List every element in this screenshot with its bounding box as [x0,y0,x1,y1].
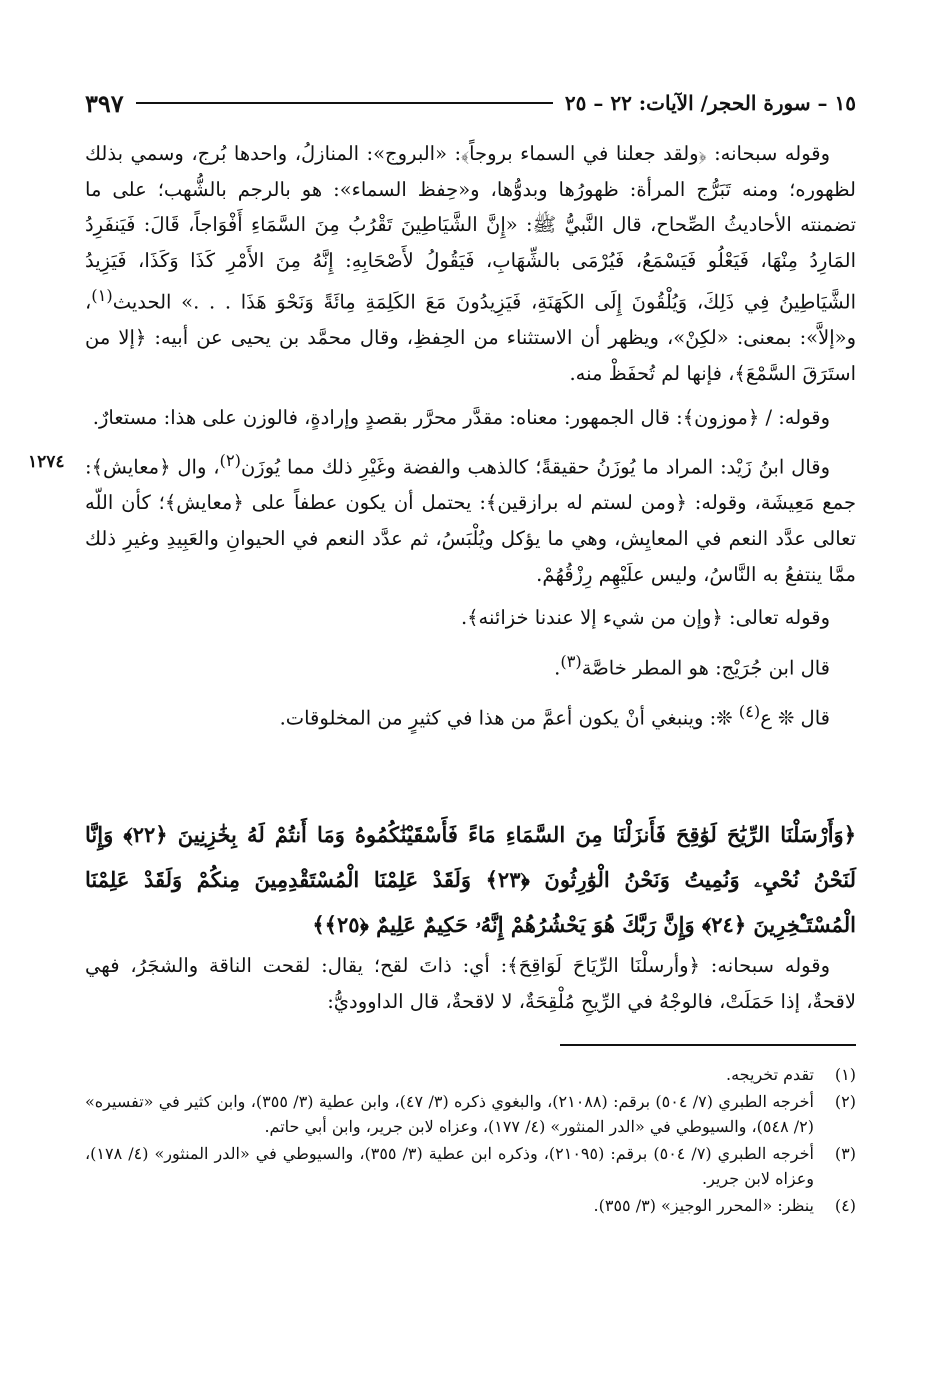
paragraph-ibn-zayd [85,443,856,592]
footnote-number: (٣) [834,1144,856,1163]
paragraph-ibn-jurayj [85,644,856,686]
paragraph-text: وقال ابنُ زَيْد: المراد ما يُوزَنُ حقيقةً؛ كالذهب والفضة وغَيْرِ ذلك مما يُوزَن [240,455,830,479]
footnote-ref-3[interactable]: (٣) [560,651,582,671]
header-rule [136,102,553,104]
paragraph-text: ❊: وينبغي أنْ يكون أعمَّ من هذا في كثيرٍ من المخلوقات. [279,706,739,730]
footnote-ref-1[interactable]: (١) [91,286,113,306]
paragraph-text: ، وال ﴿معايش﴾: جمع مَعِيشَة، وقوله: ﴿ومن لستم له برازقين﴾: يحتمل أن يكون عطفاً على ﴿معايش﴾؛ كأن اللّه تعالى عدَّد النعم في المعايِش، وهي ما يؤكل ويُلْبَسُ، ثم عدَّد النعم في الحيوانِ والعَبِيدِ وغيرِ ذلك ممَّا ينتفعُ به النَّاسُ، وليس علَيْهِم رِزْقُهُمْ. [85,455,856,586]
paragraph-text: قال ابن جُرَيْج: هو المطر خاصَّة [581,656,830,680]
page-number: ٣٩٧ [85,88,124,118]
paragraph-lawaqih: وقوله سبحانه: ﴿وأرسلْنَا الرِّيَاحَ لَوَاقِحَ﴾: أي: ذاتَ لقح؛ يقال: لقحت الناقة والشجَرُ، فهي لاقحةٌ، إذا حَمَلَتْ، فالوجْهُ في الرِّيحِ مُلْقِحَةٌ، لا لاقحةٌ، قال الداووديُّ: [85,954,856,1013]
paragraph-mawzoon: وقوله: / ﴿موزون﴾: قال الجمهور: معناه: مقدَّر محرَّر بقصدٍ وإرادةٍ، فالوزن على هذا: مستعارٌ. [92,405,830,429]
footnote-text: ينظر: «المحرر الوجيز» (٣/ ٣٥٥). [593,1196,814,1215]
footnote-item [85,1193,856,1218]
footnote-number: (٤) [834,1196,856,1215]
footnote-number: (٢) [834,1092,856,1111]
footnote-ref-2[interactable]: (٢) [219,451,241,471]
paragraph-text: ، و«إلاَّ»: بمعنى: «لكِنْ»، ويظهر أن الاستثناء من الحِفظِ، وقال محمَّد بن يحيى عن أبيه: ﴿إلا من استَرَقَ السَّمْعَ﴾، فإنها لم تُحفَظْ منه. [85,290,856,386]
header-title: ١٥ – سورة الحجر/ الآيات: ٢٢ – ٢٥ [564,91,856,115]
paragraph-text: . [554,656,561,680]
paragraph-text: قال ❊ ع [760,706,830,730]
footnote-ref-4[interactable]: (٤) [738,701,761,721]
footnote-text: أخرجه الطبري (٧/ ٥٠٤) برقم: (٢١٠٩٥)، وذكره ابن عطية (٣/ ٣٥٥)، والسيوطي في «الدر المنثور» (٤/ ١٧٨)، وعزاه لابن جرير. [85,1144,814,1188]
footnote-text: أخرجه الطبري (٧/ ٥٠٤) برقم: (٢١٠٨٨)، والبغوي ذكره (٣/ ٤٧)، وابن عطية (٣/ ٣٥٥)، وابن كثير في «تفسيره» (٢/ ٥٤٨)، والسيوطي في «الدر المنثور» (٤/ ١٧٧)، وعزاه لابن جرير، وابن أبي حاتم. [85,1092,814,1136]
paragraph-ayn [85,694,856,736]
footnote-separator [560,1044,856,1046]
commentary-body-continued [85,948,856,1019]
paragraph-khazain: وقوله تعالى: ﴿وإن من شيء إلا عندنا خزائنه﴾. [460,606,830,630]
paragraph-burooj [85,136,856,392]
quran-verses-text: ﴿وَأَرْسَلْنَا الرِّيَٰحَ لَوَٰقِحَ فَأَنزَلْنَا مِنَ السَّمَاءِ مَاءً فَأَسْقَيْنَٰكُمُوهُ وَمَا أَنتُمْ لَهُ بِخَٰزِنِينَ ﴿٢٢﴾ وَإِنَّا لَنَحْنُ نُحْيِۦ وَنُمِيتُ وَنَحْنُ الْوَٰرِثُونَ ﴿٢٣﴾ وَلَقَدْ عَلِمْنَا الْمُسْتَقْدِمِينَ مِنكُمْ وَلَقَدْ عَلِمْنَا الْمُسْتَـْٔخِرِينَ ﴿٢٤﴾ وَإِنَّ رَبَّكَ هُوَ يَحْشُرُهُمْ إِنَّهُۥ حَكِيمٌ عَلِيمٌ ﴿٢٥﴾﴾ [85,822,857,937]
commentary-body [85,136,856,736]
footnote-item [85,1089,856,1139]
manuscript-folio-note: ١٢٧٤ [28,452,65,472]
running-header [85,86,856,120]
footnote-text: تقدم تخريجه. [726,1065,814,1084]
paragraph-text: وقوله سبحانه: ﴿ولقد جعلنا في السماء بروجاً﴾: «البروج»: المنازلُ، واحدها بُرج، وسمي بذلك لظهوره؛ ومنه تَبَرُّج المرأة: ظهورُها وبدوُّها، و«حِفظ السماء»: هو بالرجم بالشُّهب؛ على ما تضمنته الأحاديثُ الصِّحاح، قال النَّبيُّ ﷺ: «إِنَّ الشَّيَاطِينَ تَقْرُبُ مِنَ السَّمَاءِ أَفْوَاجاً، قَالَ: فَيَنفَرِدُ المَارِدُ مِنْهَا، فَيَعْلُو فَيَسْمَعُ، فَيُرْمَى بالشِّهَابِ، فَيَقُولُ لأَصْحَابِهِ: إِنَّهُ مِنَ الأَمْرِ كَذَا وَكَذَا، فَيَزِيدُ الشَّيَاطِينُ فِي ذَلِكَ، وَيُلْقُونَ إِلَى الكَهَنَةِ، فَيَزِيدُونَ مَعَ الكَلِمَةِ مِائَةً وَنَحْوَ هَذَا . . .» الحديث [85,142,856,314]
footnotes [85,1062,856,1220]
quran-verses-block [85,812,856,947]
footnote-item [85,1062,856,1087]
footnote-number: (١) [834,1065,856,1084]
footnote-item [85,1141,856,1191]
